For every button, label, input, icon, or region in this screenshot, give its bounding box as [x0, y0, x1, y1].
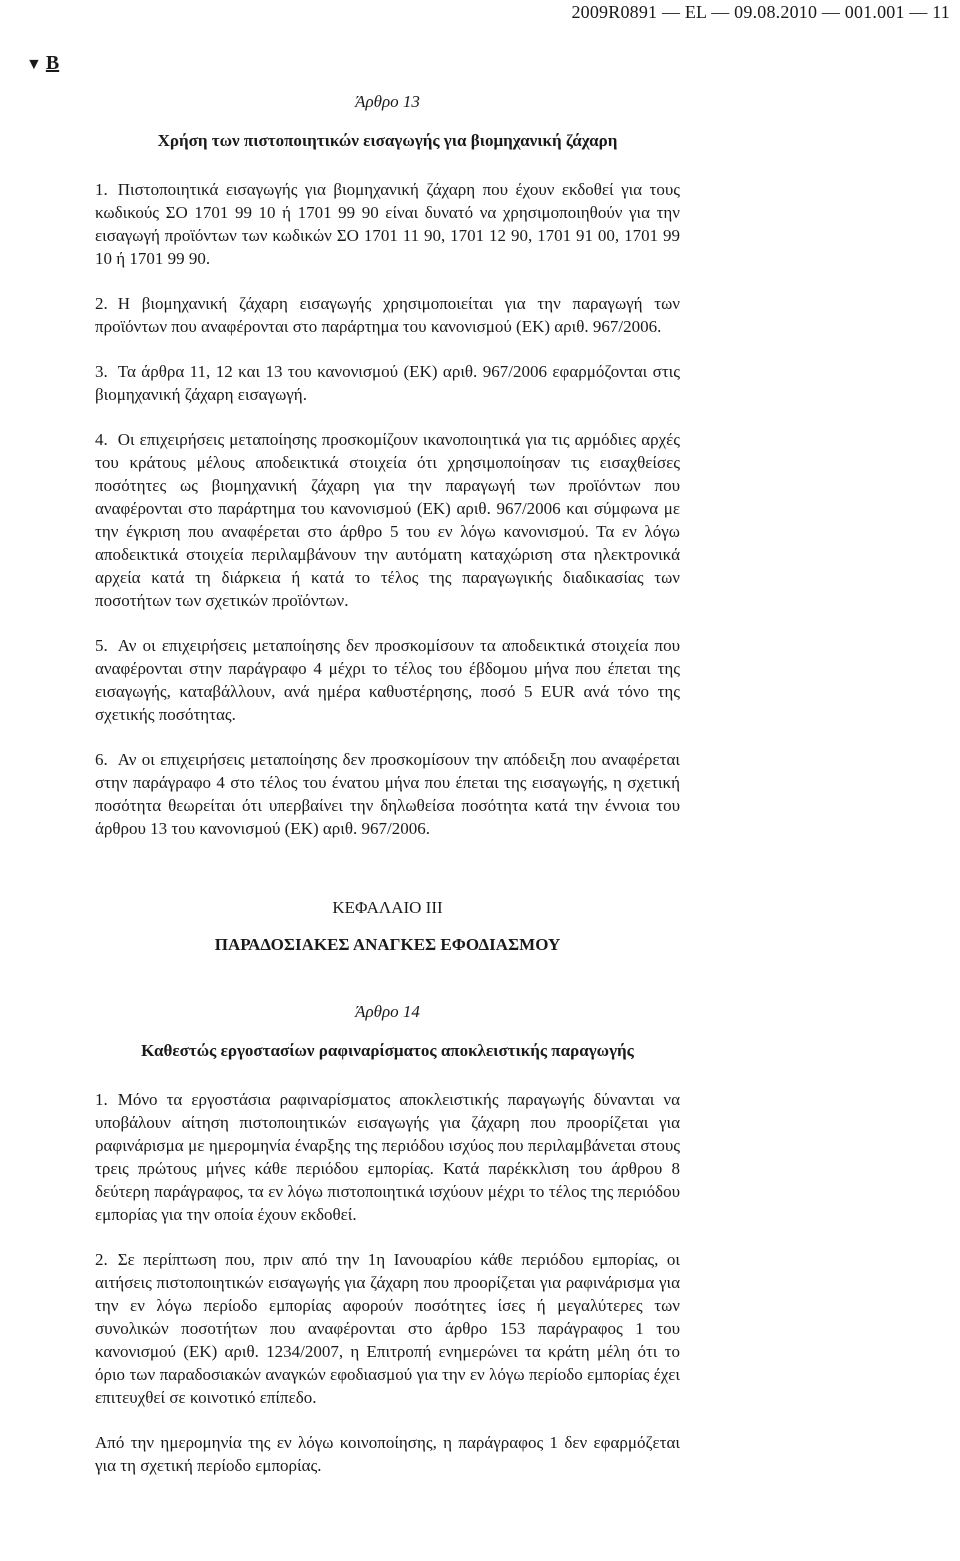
article-13-paragraph-6: 6. Αν οι επιχειρήσεις μεταποίησης δεν προσκομίσουν την απόδειξη που αναφέρεται στην παράγραφο 4 στο τέλος του ένατου μήνα που έπεται της εισαγωγής, η σχετική ποσότητα θεωρείται ότι υπερβαίνει την δηλωθείσα ποσότητα κατά την έννοια του άρθρου 13 του κανονισμού (ΕΚ) αριθ. 967/2006.	[95, 750, 680, 838]
article-13-title: Χρήση των πιστοποιητικών εισαγωγής για βιομηχανική ζάχαρη	[157, 131, 618, 150]
article-13-paragraph-1: 1. Πιστοποιητικά εισαγωγής για βιομηχανική ζάχαρη που έχουν εκδοθεί για τους κωδικούς ΣΟ 1701 99 10 ή 1701 99 90 είναι δυνατό να χρησιμοποιηθούν για την εισαγωγή προϊόντων των κωδικών ΣΟ 1701 11 90, 1701 12 90, 1701 91 00, 1701 99 10 ή 1701 99 90.	[95, 180, 680, 268]
document-reference-header: 2009R0891 — EL — 09.08.2010 — 001.001 — 11	[571, 2, 950, 22]
article-13-paragraph-5: 5. Αν οι επιχειρήσεις μεταποίησης δεν προσκομίσουν τα αποδεικτικά στοιχεία που αναφέρονται στην παράγραφο 4 μέχρι το τέλος του έβδομου μήνα που έπεται της εισαγωγής, καταβάλλουν, ανά ημέρα καθυστέρησης, ποσό 5 EUR ανά τόνο της σχετικής ποσότητας.	[95, 636, 680, 724]
article-14-number: Άρθρο 14	[355, 1002, 420, 1021]
article-14-paragraph-2: 2. Σε περίπτωση που, πριν από την 1η Ιανουαρίου κάθε περιόδου εμπορίας, οι αιτήσεις πιστοποιητικών εισαγωγής για ζάχαρη που προορίζεται για ραφινάρισμα για την εν λόγω περίοδο εμπορίας αφορούν ποσότητες ίσες ή μεγαλύτερες των συνολικών ποσοτήτων που αναφέρονται στο άρθρο 153 παράγραφος 1 του κανονισμού (ΕΚ) αριθ. 1234/2007, η Επιτροπή ενημερώνει τα κράτη μέλη ότι το όριο των παραδοσιακών αναγκών εφοδιασμού για την εν λόγω περίοδο εμπορίας έχει επιτευχθεί σε κοινοτικό επίπεδο.	[95, 1250, 680, 1407]
amendment-letter: B	[45, 52, 60, 74]
article-13-paragraph-2: 2. Η βιομηχανική ζάχαρη εισαγωγής χρησιμοποιείται για την παραγωγή των προϊόντων που αναφέρονται στο παράρτημα του κανονισμού (ΕΚ) αριθ. 967/2006.	[95, 294, 680, 336]
article-14-closing-paragraph: Από την ημερομηνία της εν λόγω κοινοποίησης, η παράγραφος 1 δεν εφαρμόζεται για τη σχετική περίοδο εμπορίας.	[95, 1433, 680, 1475]
triangle-down-icon: ▼	[26, 56, 42, 73]
article-14-title: Καθεστώς εργοστασίων ραφιναρίσματος αποκλειστικής παραγωγής	[141, 1041, 634, 1060]
chapter-number: ΚΕΦΑΛΑΙΟ III	[332, 898, 443, 917]
article-13-paragraph-4: 4. Οι επιχειρήσεις μεταποίησης προσκομίζουν ικανοποιητικά για τις αρμόδιες αρχές του κράτους μέλους αποδεικτικά στοιχεία ότι χρησιμοποίησαν τις εισαχθείσες ποσότητες ως βιομηχανική ζάχαρη για την παραγωγή των προϊόντων που αναφέρονται στο παράρτημα του κανονισμού (ΕΚ) αριθ. 967/2006 και σύμφωνα με την έγκριση που αναφέρεται στο άρθρο 5 του εν λόγω κανονισμού. Τα εν λόγω αποδεικτικά στοιχεία περιλαμβάνουν την αυτόματη καταχώριση στα ηλεκτρονικά αρχεία κατά τη διάρκεια ή κατά το τέλος της παραγωγικής διαδικασίας των ποσοτήτων των σχετικών προϊόντων.	[95, 430, 680, 610]
article-13-number: Άρθρο 13	[355, 92, 420, 111]
article-13-paragraph-3: 3. Τα άρθρα 11, 12 και 13 του κανονισμού (ΕΚ) αριθ. 967/2006 εφαρμόζονται στις βιομηχανική ζάχαρη εισαγωγή.	[95, 362, 680, 404]
amendment-marker	[26, 52, 59, 75]
article-14-paragraph-1: 1. Μόνο τα εργοστάσια ραφιναρίσματος αποκλειστικής παραγωγής δύνανται να υποβάλουν αίτηση πιστοποιητικών εισαγωγής για ζάχαρη που προορίζεται για ραφινάρισμα με ημερομηνία έναρξης της περιόδου ισχύος που περιλαμβάνεται στους τρεις πρώτους μήνες κάθε περιόδου εμπορίας. Κατά παρέκκλιση του άρθρου 8 δεύτερη παράγραφος, τα εν λόγω πιστοποιητικά ισχύουν μέχρι το τέλος της περιόδου εμπορίας για την οποία έχουν εκδοθεί.	[95, 1090, 680, 1224]
chapter-title: ΠΑΡΑΔΟΣΙΑΚΕΣ ΑΝΑΓΚΕΣ ΕΦΟΔΙΑΣΜΟΥ	[214, 935, 561, 954]
document-body	[95, 80, 680, 1477]
